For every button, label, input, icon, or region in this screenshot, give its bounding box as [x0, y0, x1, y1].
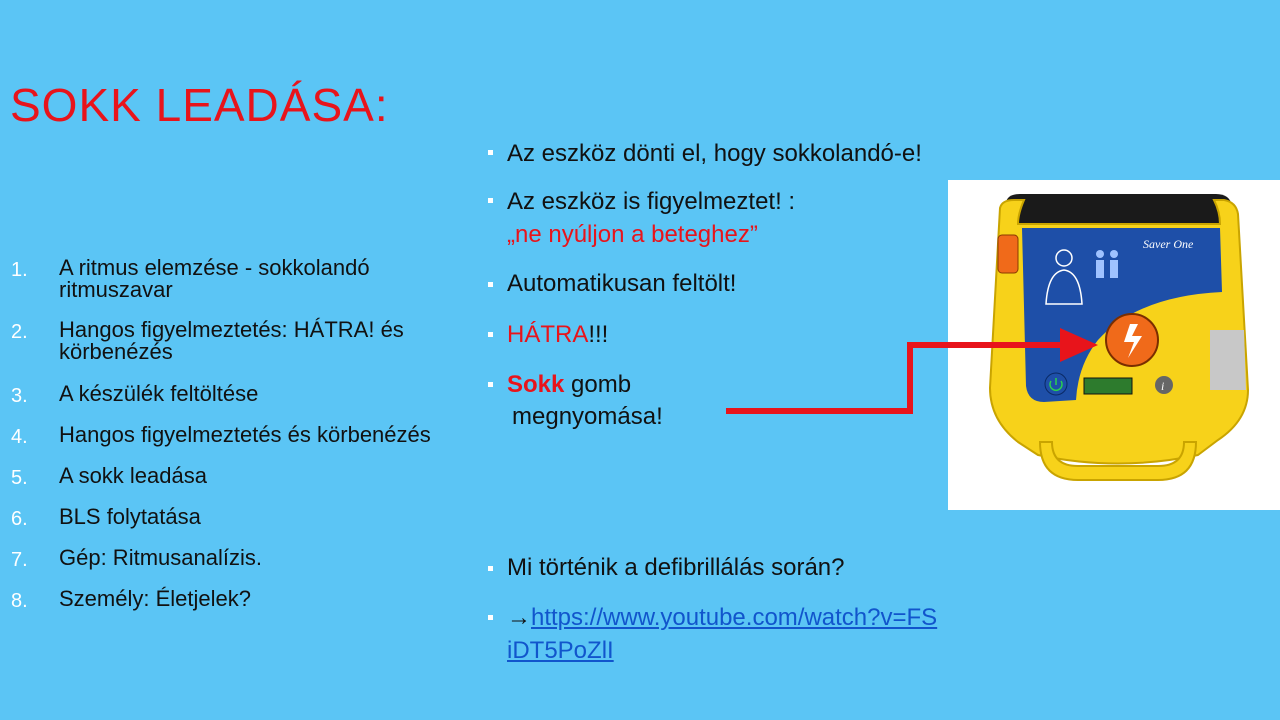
gomb-word: gomb [564, 371, 632, 398]
aed-device-image [948, 180, 1280, 510]
link-line [507, 604, 937, 632]
step-number: 6. [11, 508, 28, 530]
bullet-marker [488, 615, 493, 620]
connector-port [998, 235, 1018, 273]
aed-illustration [948, 180, 1280, 510]
figure-icon [1096, 260, 1104, 278]
figure-icon [1110, 250, 1118, 258]
step-text: A készülék feltöltése [59, 381, 259, 406]
step-text: Személy: Életjelek? [59, 586, 251, 611]
bullet-text [507, 371, 631, 399]
info-icon: i [1161, 379, 1165, 393]
exclamations: !!! [588, 321, 609, 348]
bullet-marker [488, 382, 493, 387]
figure-icon [1110, 260, 1118, 278]
bullet-marker [488, 566, 493, 571]
step-number: 3. [11, 385, 28, 407]
bullet-marker [488, 282, 493, 287]
device-display [1084, 378, 1132, 394]
warning-quote: „ne nyúljon a beteghez” [507, 221, 758, 248]
link-line-continued [507, 637, 614, 665]
bullet-marker [488, 198, 493, 203]
sokk-word: Sokk [507, 371, 565, 398]
bullet-text: Az eszköz dönti el, hogy sokkolandó-e! [507, 140, 922, 167]
step-number: 7. [11, 549, 28, 571]
step-number: 8. [11, 590, 28, 612]
slide-title: SOKK LEADÁSA: [10, 79, 389, 131]
bullet-text: Mi történik a defibrillálás során? [507, 554, 845, 581]
step-number: 5. [11, 467, 28, 489]
step-text: A sokk leadása [59, 463, 207, 488]
step-text: Gép: Ritmusanalízis. [59, 545, 262, 570]
bullet-text-continued: megnyomása! [512, 403, 663, 430]
step-text: Hangos figyelmeztetés: HÁTRA! és körbenézés [59, 317, 404, 364]
arrow-icon: → [507, 604, 531, 631]
step-text: Hangos figyelmeztetés és körbenézés [59, 422, 431, 447]
bullet-marker [488, 150, 493, 155]
step-text: BLS folytatása [59, 504, 201, 529]
step-number: 1. [11, 259, 28, 281]
brand-label: Saver One [1143, 237, 1194, 251]
step-number: 2. [11, 321, 28, 343]
bullet-text [507, 321, 608, 349]
bullet-marker [488, 332, 493, 337]
youtube-link-continued[interactable]: iDT5PoZlI [507, 637, 614, 664]
bullet-text: Automatikusan feltölt! [507, 270, 737, 297]
youtube-link[interactable]: https://www.youtube.com/watch?v=FS [531, 604, 938, 631]
bullet-text: Az eszköz is figyelmeztet! : [507, 188, 796, 215]
step-text: A ritmus elemzése - sokkolandó ritmuszavar [59, 255, 370, 302]
device-grey-panel [1210, 330, 1246, 390]
figure-icon [1096, 250, 1104, 258]
step-number: 4. [11, 426, 28, 448]
hatra-word: HÁTRA [507, 321, 589, 348]
